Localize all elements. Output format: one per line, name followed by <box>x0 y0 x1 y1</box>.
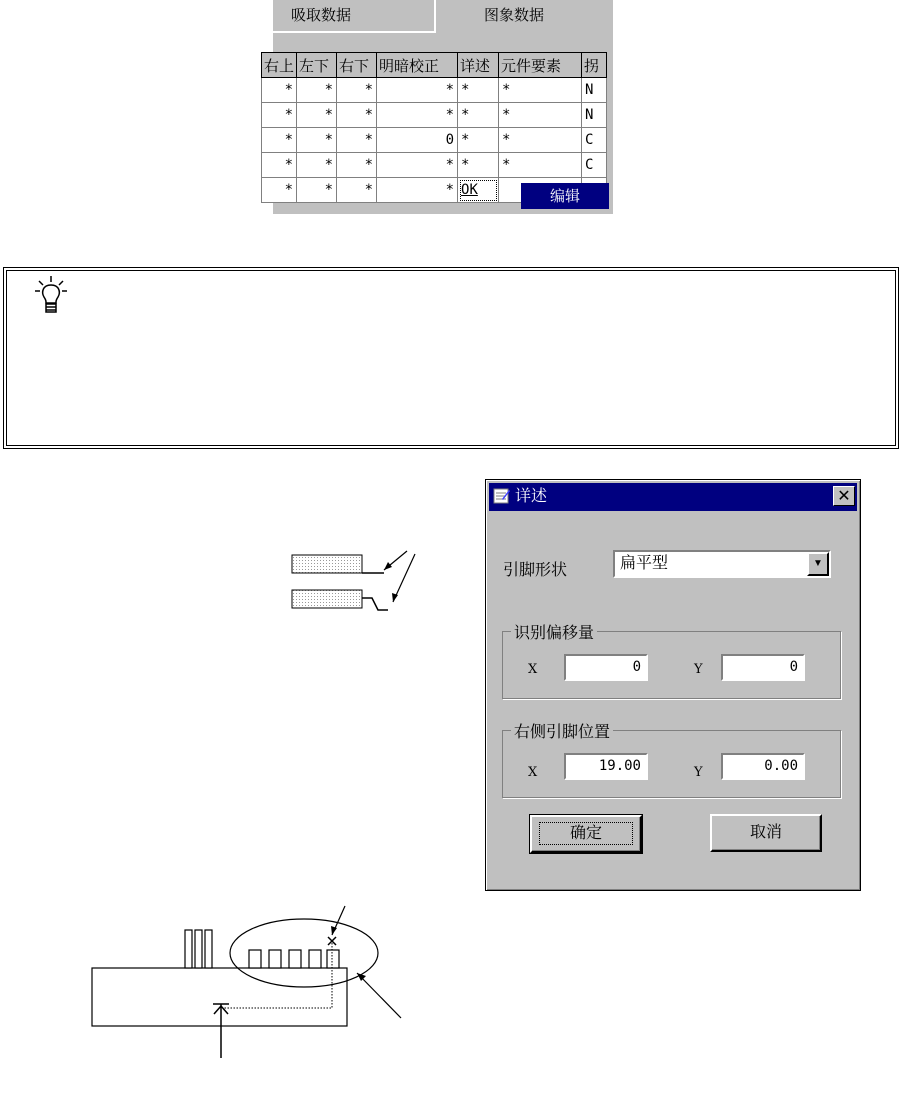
ok-button[interactable] <box>530 815 642 853</box>
table-row[interactable] <box>262 128 607 153</box>
table-row[interactable] <box>262 153 607 178</box>
grid-cell[interactable]: * <box>262 78 297 103</box>
tab-image-data[interactable]: 图象数据 <box>484 6 545 24</box>
detail-dialog <box>485 479 861 891</box>
right-lead-y-field[interactable]: 0.00 <box>721 753 805 780</box>
grid-cell[interactable]: * <box>499 153 582 178</box>
grid-cell[interactable]: * <box>337 78 377 103</box>
right-lead-group-label: 右侧引脚位置 <box>511 719 613 742</box>
center-mark <box>213 1004 229 1058</box>
grid-cell[interactable]: * <box>297 128 337 153</box>
column-header[interactable]: 元件要素 <box>499 53 582 78</box>
grid-cell[interactable]: * <box>499 103 582 128</box>
grid-cell[interactable]: * <box>499 128 582 153</box>
grid-cell[interactable]: * <box>262 153 297 178</box>
grid-cell[interactable]: * <box>337 103 377 128</box>
grid-cell[interactable]: N <box>582 78 607 103</box>
tip-box <box>3 267 899 449</box>
arrow-flat <box>384 551 407 570</box>
grid-cell[interactable]: * <box>297 78 337 103</box>
grid-cell[interactable]: * <box>458 103 499 128</box>
table-row[interactable] <box>262 103 607 128</box>
right-lead-y-label: Y <box>694 765 703 780</box>
grid-cell[interactable]: * <box>262 103 297 128</box>
arrow-to-lead-mark <box>331 906 345 935</box>
dialog-titlebar[interactable] <box>489 483 857 511</box>
offset-y-field[interactable]: 0 <box>721 654 805 681</box>
column-header[interactable]: 右上 <box>262 53 297 78</box>
ok-button-label: 确定 <box>540 823 632 844</box>
grid-cell[interactable]: * <box>458 78 499 103</box>
app-icon <box>493 487 511 505</box>
lead-position-diagram <box>85 898 415 1073</box>
grid-cell[interactable]: * <box>262 128 297 153</box>
grid-cell[interactable]: 0 <box>377 128 458 153</box>
flat-lead-body <box>292 555 362 573</box>
grid-cell[interactable]: * <box>377 153 458 178</box>
grid-cell[interactable]: * <box>337 128 377 153</box>
tab-suction-data[interactable]: 吸取数据 <box>273 0 436 33</box>
cancel-button[interactable]: 取消 <box>710 814 822 852</box>
arrow-to-ellipse <box>357 973 401 1018</box>
grid-cell[interactable]: * <box>458 128 499 153</box>
gullwing-lead-body <box>292 590 362 608</box>
dialog-title: 详述 <box>515 488 548 505</box>
grid-cell[interactable]: * <box>297 153 337 178</box>
offset-group-label: 识别偏移量 <box>511 620 597 643</box>
offset-x-field[interactable]: 0 <box>564 654 648 681</box>
dropdown-arrow-icon[interactable]: ▼ <box>807 552 829 576</box>
grid-cell[interactable]: * <box>377 103 458 128</box>
lead-shape-diagram <box>290 548 430 623</box>
grid-cell[interactable]: * <box>337 153 377 178</box>
tab-bar <box>273 0 613 36</box>
column-header[interactable]: 拐 <box>582 53 607 78</box>
component-body <box>92 968 347 1026</box>
right-lead-x-label: X <box>528 765 538 780</box>
data-grid <box>261 52 607 203</box>
grid-header-row <box>262 53 607 78</box>
offset-y-label: Y <box>694 662 703 677</box>
grid-cell[interactable]: N <box>582 103 607 128</box>
grid-cell[interactable]: * <box>499 78 582 103</box>
grid-cell[interactable]: * <box>337 178 377 203</box>
lead-shape-value: 扁平型 <box>620 555 669 572</box>
grid-cell[interactable]: * <box>458 153 499 178</box>
right-lead-x-field[interactable]: 19.00 <box>564 753 648 780</box>
ok-cell[interactable]: OK <box>458 178 499 203</box>
grid-cell[interactable]: * <box>297 103 337 128</box>
edit-button[interactable]: 编辑 <box>521 183 609 209</box>
grid-cell[interactable]: * <box>377 78 458 103</box>
lead-shape-label: 引脚形状 <box>503 562 568 579</box>
column-header[interactable]: 详述 <box>458 53 499 78</box>
grid-cell[interactable]: * <box>377 178 458 203</box>
grid-cell[interactable]: * <box>262 178 297 203</box>
column-header[interactable]: 左下 <box>297 53 337 78</box>
offset-x-label: X <box>528 662 538 677</box>
close-button[interactable]: ✕ <box>833 486 855 506</box>
lead-shape-select[interactable] <box>613 550 831 578</box>
column-header[interactable]: 明暗校正 <box>377 53 458 78</box>
grid-cell[interactable]: C <box>582 128 607 153</box>
grid-cell[interactable]: C <box>582 153 607 178</box>
grid-cell[interactable]: * <box>297 178 337 203</box>
table-row[interactable] <box>262 78 607 103</box>
grid-screenshot <box>264 0 613 214</box>
column-header[interactable]: 右下 <box>337 53 377 78</box>
lightbulb-icon <box>34 276 68 316</box>
